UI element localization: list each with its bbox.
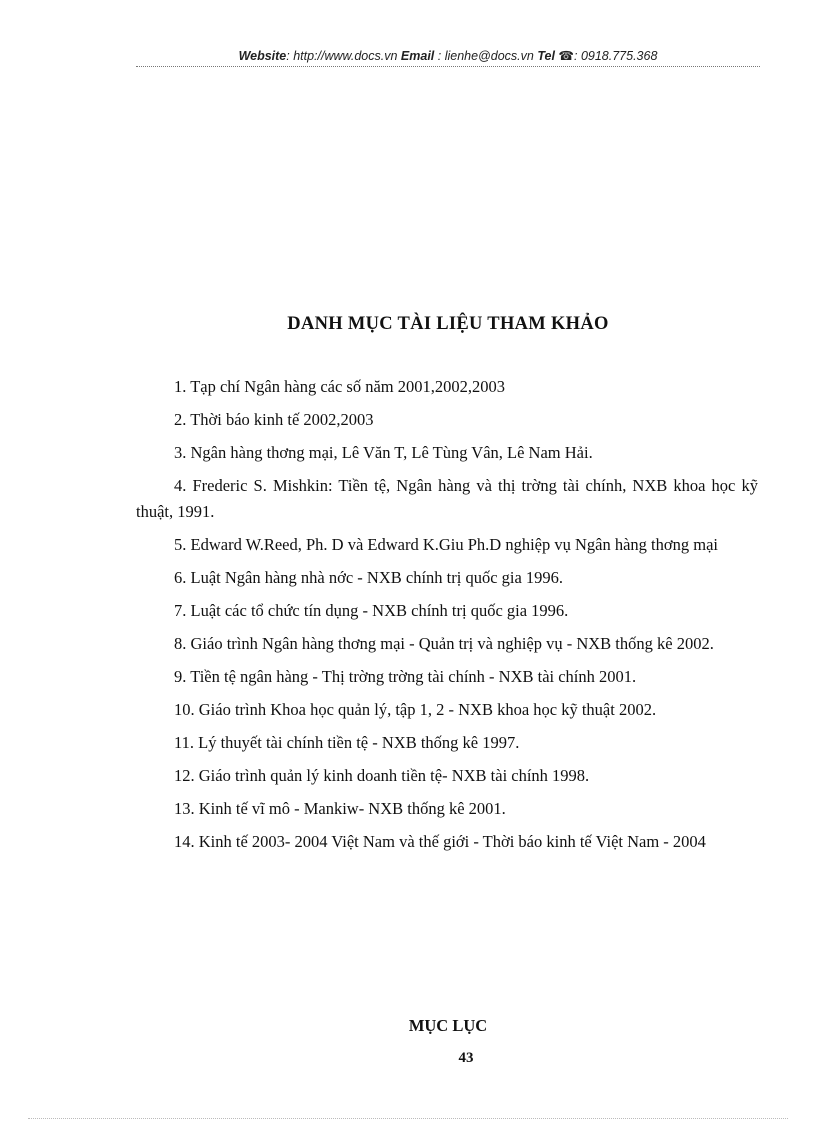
reference-item: 8. Giáo trình Ngân hàng thơng mại - Quản trị và nghiệp vụ - NXB thống kê 2002.: [174, 634, 714, 653]
phone-icon: ☎: [558, 49, 574, 63]
reference-item: 7. Luật các tổ chức tín dụng - NXB chính trị quốc gia 1996.: [174, 601, 569, 620]
reference-item: 14. Kinh tế 2003- 2004 Việt Nam và thế giới - Thời báo kinh tế Việt Nam - 2004: [174, 832, 706, 851]
reference-item: 9. Tiền tệ ngân hàng - Thị trờng trờng tài chính - NXB tài chính 2001.: [174, 667, 637, 686]
tel-value: : 0918.775.368: [574, 49, 658, 63]
reference-item: 6. Luật Ngân hàng nhà nớc - NXB chính trị quốc gia 1996.: [174, 568, 564, 587]
reference-item: 1. Tạp chí Ngân hàng các số năm 2001,2002,2003: [174, 377, 505, 396]
page-title: DANH MỤC TÀI LIỆU THAM KHẢO: [287, 314, 609, 334]
email-value: : lienhe@docs.vn: [434, 49, 534, 63]
page-header: [136, 48, 760, 63]
header-divider: [136, 66, 760, 67]
reference-item: 4. Frederic S. Mishkin: Tiền tệ, Ngân hàng và thị trờng tài chính, NXB khoa học kỹ thuật, 1991.: [136, 476, 758, 521]
website-label: Website: [238, 49, 287, 63]
page-number: 43: [458, 1050, 474, 1066]
reference-item: 12. Giáo trình quản lý kinh doanh tiền tệ- NXB tài chính 1998.: [174, 766, 590, 785]
footer-divider: [28, 1118, 788, 1119]
reference-item: 5. Edward W.Reed, Ph. D và Edward K.Giu Ph.D nghiệp vụ Ngân hàng thơng mại: [174, 535, 718, 554]
reference-item: 2. Thời báo kinh tế 2002,2003: [174, 410, 374, 429]
reference-item: 3. Ngân hàng thơng mại, Lê Văn T, Lê Tùng Vân, Lê Nam Hải.: [174, 443, 593, 462]
reference-item: 10. Giáo trình Khoa học quản lý, tập 1, 2 - NXB khoa học kỹ thuật 2002.: [174, 700, 657, 719]
tel-label: Tel: [537, 49, 555, 63]
reference-list: [136, 374, 758, 862]
email-label: Email: [400, 49, 435, 63]
website-value: : http://www.docs.vn: [286, 49, 398, 63]
reference-item: 11. Lý thuyết tài chính tiền tệ - NXB thống kê 1997.: [174, 733, 520, 752]
section-heading: MỤC LỤC: [408, 1016, 488, 1035]
reference-item: 13. Kinh tế vĩ mô - Mankiw- NXB thống kê 2001.: [174, 799, 506, 818]
